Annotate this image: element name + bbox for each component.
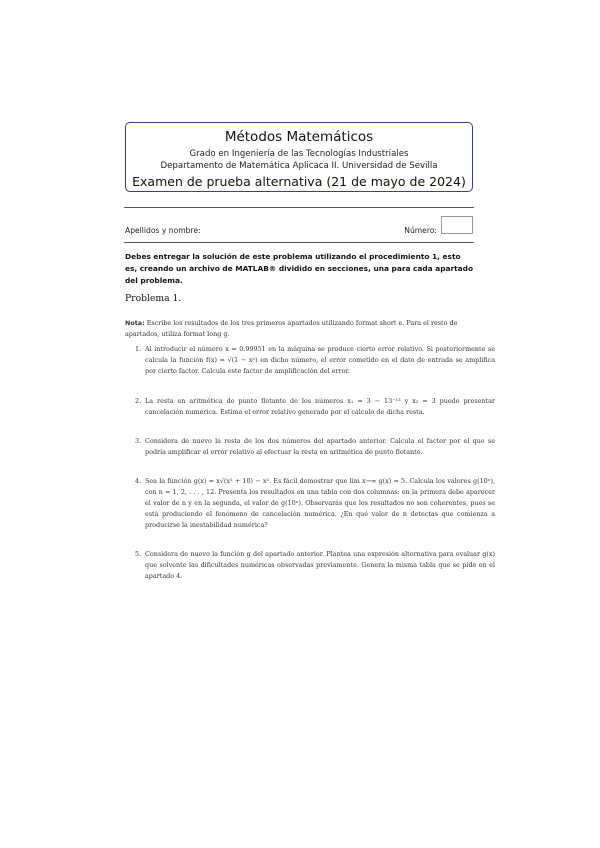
- list-item: [125, 476, 495, 531]
- problem-title: Problema 1.: [125, 293, 182, 304]
- item-text: La resta en aritmética de punto flotante de los números x₁ = 3 − 13⁻¹³ y x₂ = 3 puede presentar cancelación numérica. Estima el error relativo generado por el cálculo de dicha resta.: [145, 397, 495, 416]
- number-label: Número:: [404, 226, 437, 235]
- exam-header-box: [125, 122, 473, 192]
- item-number: 1.: [135, 345, 142, 353]
- list-item: [125, 436, 495, 458]
- department-name: Departamento de Matemática Aplicaca II. Universidad de Sevilla: [160, 161, 438, 171]
- number-field[interactable]: [441, 216, 473, 234]
- note-label: Nota:: [125, 319, 145, 327]
- item-number: 2.: [135, 397, 142, 405]
- item-number: 3.: [135, 437, 142, 445]
- course-title: Métodos Matemáticos: [224, 129, 374, 145]
- item-text: Al introducir el número x = 0.99951 en la máquina se produce cierto error relativo. Si posteriormente se calcula la función f(x) = √(1 − x²) en dicho número, el error cometido en el dato de entrada se amplifica por cierto factor. Calcula este factor de amplificación del error.: [145, 345, 495, 375]
- item-number: 4.: [135, 477, 142, 485]
- divider-top: [124, 207, 474, 208]
- submission-instructions: Debes entregar la solución de este problema utilizando el procedimiento 1, esto es, creando un archivo de MATLAB® dividido en secciones, una para cada apartado del problema.: [125, 252, 474, 285]
- list-item: [125, 344, 495, 377]
- divider-bottom: [124, 242, 474, 243]
- exam-title: Examen de prueba alternativa (21 de mayo de 2024): [132, 174, 466, 189]
- degree-name: Grado en Ingeniería de las Tecnologías Industriales: [189, 149, 409, 159]
- item-text: Considera de nuevo la función g del apartado anterior. Plantea una expresión alternativa para evaluar g(x) que solvente las dificultades numéricas observadas previamente. Genera la misma tabla que se pide en el apartado 4.: [145, 550, 495, 580]
- item-text: Sea la función g(x) = x√(x² + 10) − x². Es fácil demostrar que lim x→∞ g(x) = 5. Calcula los valores g(10ⁿ), con n = 1, 2, . . . , 12. Presenta los resultados en una tabla con dos columnas: en la primera debe aparecer el valor de n y en la segunda, el valor de g(10ⁿ). Observarás que los resultados no son coherentes, pues se está produciendo el fenómeno de cancelación numérica. ¿En qué valor de n detectas que comienza a producirse la inestabilidad numérica?: [145, 477, 495, 529]
- format-note: [125, 318, 475, 340]
- list-item: [125, 549, 495, 582]
- item-text: Considera de nuevo la resta de los dos números del apartado anterior. Calcula el factor por el que se podría amplificar el error relativo al efectuar la resta en aritmética de punto flotante.: [145, 437, 495, 456]
- name-label: Apellidos y nombre:: [125, 226, 201, 235]
- list-item: [125, 396, 495, 418]
- note-text: Escribe los resultados de los tres primeros apartados utilizando format short e. Para el resto de apartados, utiliza format long g.: [125, 319, 458, 338]
- item-number: 5.: [135, 550, 142, 558]
